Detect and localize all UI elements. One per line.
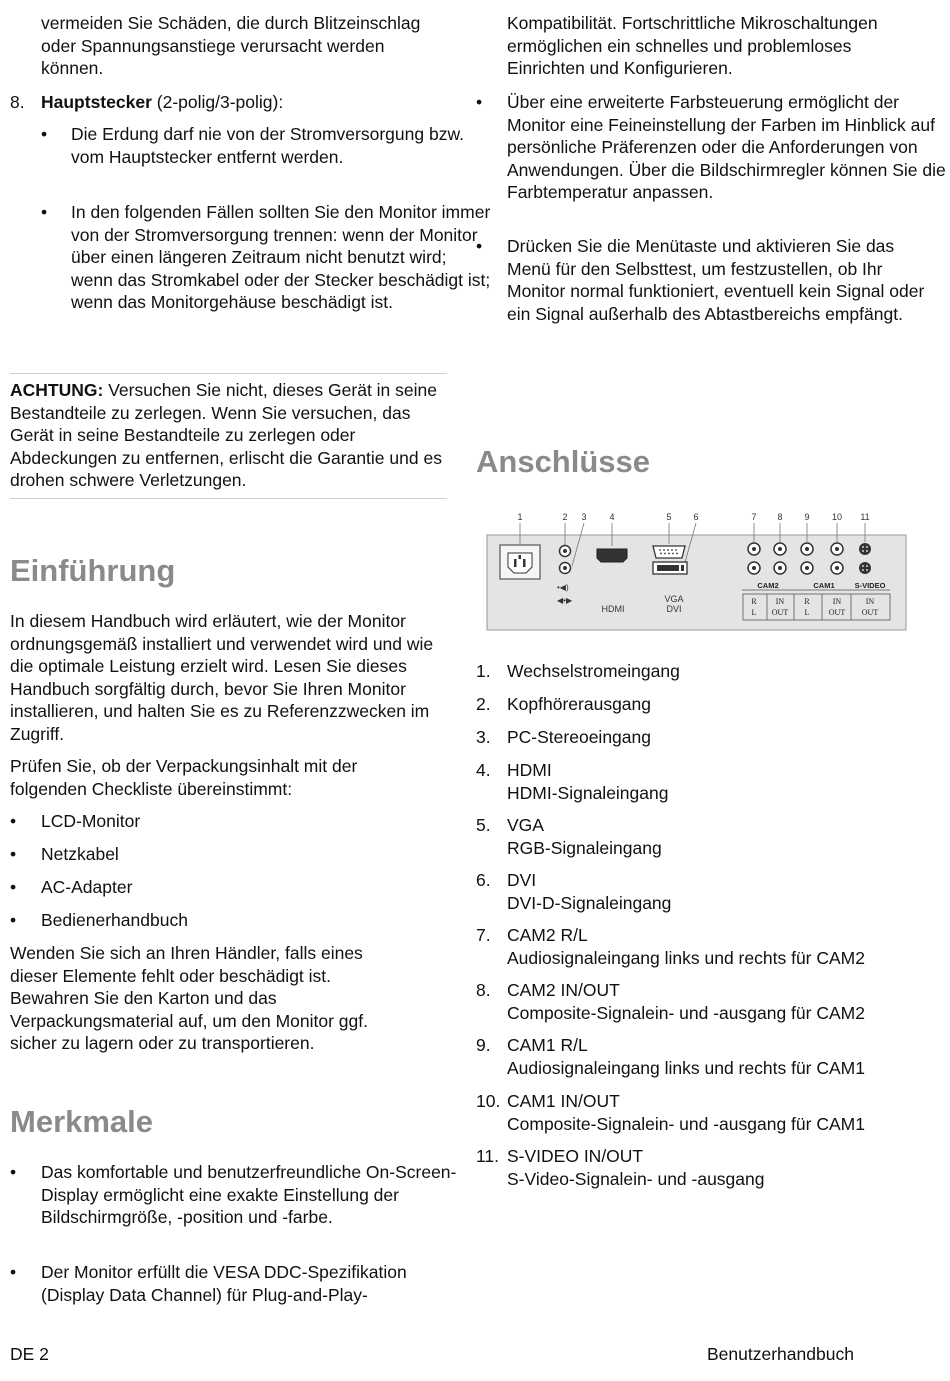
- item-term: Hauptstecker: [41, 92, 152, 112]
- feature-item: [10, 1161, 461, 1229]
- checklist-item: [10, 876, 441, 899]
- checklist-text: Bedienerhandbuch: [41, 910, 188, 930]
- bullet-text: Die Erdung darf nie von der Stromversorgung bzw. vom Hauptstecker entfernt werden.: [71, 124, 464, 167]
- callout-number: 4: [609, 512, 615, 522]
- callout-number: 7: [751, 512, 757, 522]
- port-number: 7.: [476, 925, 491, 945]
- port-description: Audiosignaleingang links und rechts für CAM2: [507, 947, 865, 968]
- port-number: 3.: [476, 727, 491, 747]
- port-description: Audiosignaleingang links und rechts für CAM1: [507, 1057, 865, 1078]
- svg-text:CAM1: CAM1: [813, 581, 835, 590]
- bullet: •: [10, 910, 17, 930]
- port-title: PC-Stereoeingang: [507, 727, 651, 747]
- port-item: [476, 979, 947, 1024]
- callout-number: 6: [693, 512, 699, 522]
- svg-text:R: R: [751, 597, 757, 606]
- svg-text:L: L: [751, 608, 757, 617]
- checklist-text: Netzkabel: [41, 844, 119, 864]
- svg-text:OUT: OUT: [771, 608, 789, 617]
- checklist-text: LCD-Monitor: [41, 811, 141, 831]
- bullet: •: [10, 811, 17, 831]
- callout-number: 11: [860, 512, 870, 522]
- callout-number: 2: [562, 512, 568, 522]
- callout-number: 10: [831, 512, 843, 522]
- svg-text:OUT: OUT: [828, 608, 846, 617]
- port-number: 2.: [476, 694, 491, 714]
- bullet: •: [10, 844, 17, 864]
- warning-box: [10, 373, 447, 499]
- svg-text:DVI: DVI: [666, 604, 682, 614]
- paragraph: Kompatibilität. Fortschrittliche Mikroschaltungen ermöglichen ein schnelles und problemloses Einrichten und Konfigurieren.: [507, 13, 878, 78]
- feature-item: [10, 1261, 473, 1306]
- svg-text:•◀): •◀): [557, 583, 569, 592]
- port-number: 5.: [476, 815, 491, 835]
- svideo-port-icon: [859, 543, 871, 555]
- callout-number: 1: [517, 512, 523, 522]
- bullet: •: [10, 1262, 17, 1282]
- port-item: [476, 1090, 947, 1135]
- hdmi-port-icon: [597, 549, 627, 562]
- port-title: CAM2 R/L: [507, 925, 588, 945]
- warning-text: Versuchen Sie nicht, dieses Gerät in seine Bestandteile zu zerlegen. Wenn Sie versuchen, das Gerät in seine Bestandteile zu zerlegen oder Abdeckungen zu entfernen, erlischt die Garantie und es drohen schwere Verletzungen.: [10, 380, 442, 490]
- checklist-text: AC-Adapter: [41, 877, 133, 897]
- footer-document-title: Benutzerhandbuch: [707, 1344, 854, 1364]
- port-number: 6.: [476, 870, 491, 890]
- port-title: CAM1 R/L: [507, 1035, 588, 1055]
- svg-text:CAM2: CAM2: [757, 581, 779, 590]
- port-item: [476, 660, 947, 683]
- feature-text: Über eine erweiterte Farbsteuerung ermöglicht der Monitor eine Feineinstellung der Farben im Hinblick auf persönliche Präferenzen oder die Anforderungen von Anwendungen. Über die Bildschirmregler können Sie die Farbtemperatur anpassen.: [507, 92, 946, 202]
- svg-text:R: R: [804, 597, 810, 606]
- feature-text: Das komfortable und benutzerfreundliche On-Screen-Display ermöglicht eine exakte Einstellung der Bildschirmgröße, -position und -farbe.: [41, 1162, 457, 1227]
- vga-port-icon: [653, 546, 685, 558]
- callout-number: 8: [777, 512, 783, 522]
- port-description: Composite-Signalein- und -ausgang für CAM1: [507, 1113, 865, 1134]
- list-number: 8.: [10, 92, 25, 112]
- list-item-8: [10, 91, 471, 114]
- port-item: [476, 759, 947, 804]
- heading-einfuehrung: Einführung: [10, 553, 176, 588]
- feature-text: Drücken Sie die Menütaste und aktivieren Sie das Menü für den Selbsttest, um festzustellen, ob Ihr Monitor normal funktioniert, eventuell kein Signal oder ein Signal außerhalb des Abtastbereichs empfängt.: [507, 236, 925, 324]
- bullet: •: [476, 236, 483, 256]
- port-item: [476, 726, 947, 749]
- callout-number: 9: [804, 512, 810, 522]
- port-title: DVI: [507, 870, 537, 890]
- page-number: DE 2: [10, 1344, 49, 1364]
- heading-merkmale: Merkmale: [10, 1104, 154, 1139]
- svg-text:VGA: VGA: [664, 594, 684, 604]
- paragraph: Wenden Sie sich an Ihren Händler, falls eines dieser Elemente fehlt oder beschädigt ist. Bewahren Sie den Karton und das Verpackungsmaterial auf, um den Monitor ggf. sicher zu lagern oder zu transportieren.: [10, 943, 368, 1053]
- checklist-item: [10, 810, 441, 833]
- port-description: Composite-Signalein- und -ausgang für CAM2: [507, 1002, 865, 1023]
- port-item: [476, 924, 947, 969]
- svg-text:OUT: OUT: [861, 608, 879, 617]
- port-item: [476, 693, 947, 716]
- list-item: [10, 201, 491, 314]
- bullet: •: [10, 877, 17, 897]
- item-text: (2-polig/3-polig):: [151, 92, 284, 112]
- checklist-item: [10, 843, 441, 866]
- bullet: •: [476, 92, 483, 112]
- callout-number: 5: [666, 512, 672, 522]
- paragraph: vermeiden Sie Schäden, die durch Blitzeinschlag oder Spannungsanstiege verursacht werden können.: [41, 13, 421, 78]
- port-number: 4.: [476, 760, 491, 780]
- port-number: 10.: [476, 1091, 501, 1111]
- bullet: •: [41, 124, 48, 144]
- port-title: Wechselstromeingang: [507, 661, 680, 681]
- feature-item: [476, 235, 937, 325]
- feature-item: [476, 91, 947, 204]
- port-item: [476, 814, 947, 859]
- port-item: [476, 1145, 947, 1190]
- list-item: [10, 123, 491, 168]
- port-item: [476, 869, 947, 914]
- paragraph: In diesem Handbuch wird erläutert, wie der Monitor ordnungsgemäß installiert und verwendet wird und wie die optimale Leistung erzielt wird. Lesen Sie dieses Handbuch sorgfältig durch, bevor Sie Ihren Monitor installieren, und halten Sie es zu Referenzzwecken im Zugriff.: [10, 611, 434, 744]
- svg-text:IN: IN: [865, 597, 875, 606]
- port-title: CAM1 IN/OUT: [507, 1091, 620, 1111]
- svg-text:IN: IN: [832, 597, 842, 606]
- port-description: S-Video-Signalein- und -ausgang: [507, 1168, 765, 1189]
- port-number: 8.: [476, 980, 491, 1000]
- callout-number: 3: [581, 512, 587, 522]
- port-title: CAM2 IN/OUT: [507, 980, 620, 1000]
- svg-text:HDMI: HDMI: [601, 604, 625, 614]
- port-title: S-VIDEO IN/OUT: [507, 1146, 644, 1166]
- svg-text:IN: IN: [775, 597, 785, 606]
- svg-text:◀•▶: ◀•▶: [557, 596, 573, 605]
- bullet-text: In den folgenden Fällen sollten Sie den Monitor immer von der Stromversorgung trennen: wenn der Monitor über einen längeren Zeitraum nicht benutzt wird; wenn das Stromkabel oder der Stecker beschädigt ist; wenn das Monitorgehäuse beschädigt ist.: [71, 202, 491, 312]
- port-title: VGA: [507, 815, 544, 835]
- warning-label: ACHTUNG:: [10, 380, 104, 400]
- port-number: 11.: [476, 1146, 500, 1166]
- svg-text:S-VIDEO: S-VIDEO: [854, 581, 886, 590]
- port-description: RGB-Signaleingang: [507, 837, 662, 858]
- port-number: 9.: [476, 1035, 491, 1055]
- svg-text:L: L: [804, 608, 810, 617]
- port-title: Kopfhörerausgang: [507, 694, 651, 714]
- heading-anschluesse: Anschlüsse: [476, 444, 651, 479]
- bullet: •: [41, 202, 48, 222]
- bullet: •: [10, 1162, 17, 1182]
- port-description: HDMI-Signaleingang: [507, 782, 669, 803]
- checklist-item: [10, 909, 441, 932]
- connector-panel-diagram: [486, 508, 907, 632]
- port-title: HDMI: [507, 760, 552, 780]
- feature-text: Der Monitor erfüllt die VESA DDC-Spezifikation (Display Data Channel) für Plug-and-Play-: [41, 1262, 407, 1305]
- paragraph: Prüfen Sie, ob der Verpackungsinhalt mit der folgenden Checkliste übereinstimmt:: [10, 756, 358, 799]
- port-item: [476, 1034, 947, 1079]
- port-description: DVI-D-Signaleingang: [507, 892, 672, 913]
- port-number: 1.: [476, 661, 491, 681]
